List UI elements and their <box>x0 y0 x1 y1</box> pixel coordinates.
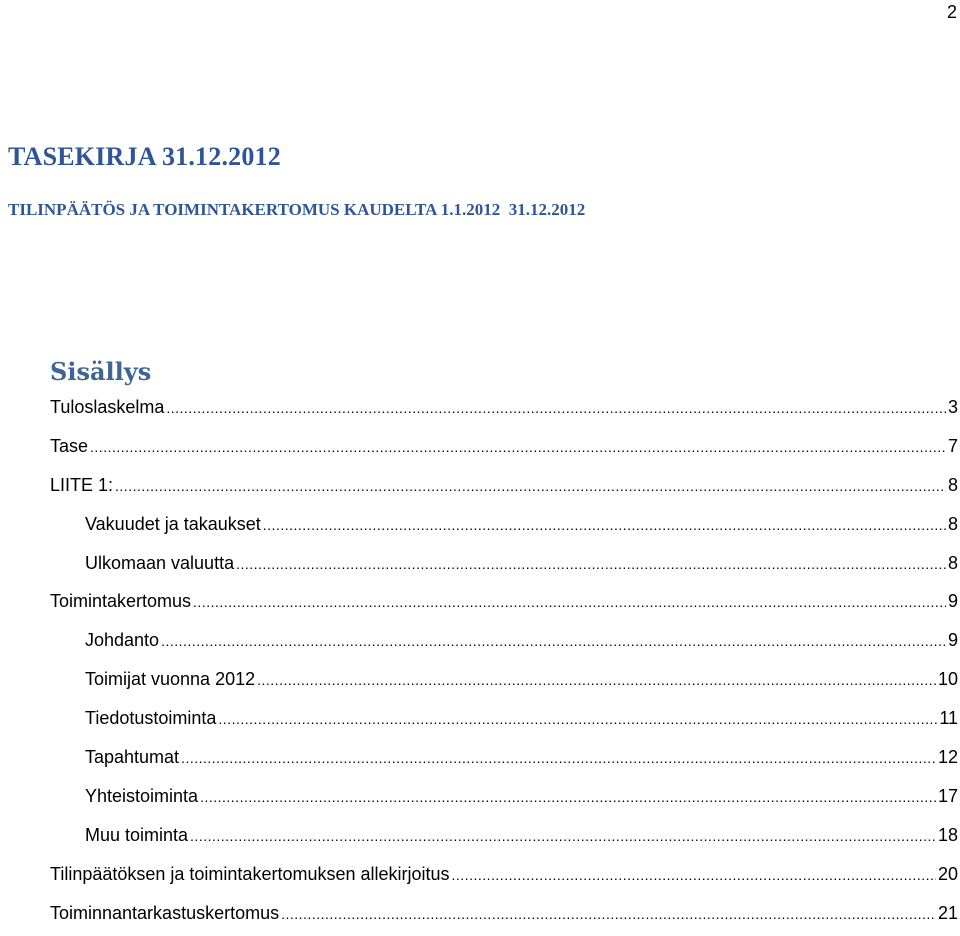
toc-dot-leader <box>263 510 946 540</box>
toc-entry-label: Tuloslaskelma <box>50 397 165 417</box>
toc-entry-label: Yhteistoiminta <box>85 785 199 806</box>
toc-dot-leader <box>281 899 936 929</box>
toc-entry-label: Tiedotustoiminta <box>85 708 217 729</box>
toc-entry-page: 7 <box>947 435 958 456</box>
toc-entry-label: Toiminnantarkastuskertomus <box>50 902 280 923</box>
toc-dot-leader <box>193 587 946 617</box>
toc-heading: Sisällys <box>50 357 152 386</box>
toc-entry-page: 21 <box>937 902 958 923</box>
toc-entry-page: 17 <box>937 785 958 806</box>
toc-entry-page: 9 <box>947 630 958 651</box>
toc-entry-page: 3 <box>947 397 958 417</box>
toc-entry-label: Toimintakertomus <box>50 591 192 612</box>
toc-entry-vakuudet-ja-takaukset[interactable] <box>50 509 958 548</box>
toc-dot-leader <box>236 549 946 579</box>
toc-entry-label: Vakuudet ja takaukset <box>85 513 261 534</box>
toc-entry-label: Muu toiminta <box>85 824 189 845</box>
toc-entry-toimintakertomus[interactable] <box>50 586 958 625</box>
toc-dot-leader <box>181 743 936 773</box>
toc-entry-muu-toiminta[interactable] <box>50 820 958 859</box>
toc-entry-page: 8 <box>947 513 958 534</box>
toc-dot-leader <box>190 821 936 851</box>
toc-entry-label: Johdanto <box>85 630 160 651</box>
toc-entry-tase[interactable] <box>50 431 958 470</box>
toc-entry-page: 20 <box>937 863 958 884</box>
toc-entry-page: 12 <box>937 747 958 768</box>
toc-entry-label: Toimijat vuonna 2012 <box>85 669 256 690</box>
toc-entry-ulkomaan-valuutta[interactable] <box>50 548 958 587</box>
toc-dot-leader <box>218 704 937 734</box>
toc-dot-leader <box>166 393 946 423</box>
toc-entry-toiminnantarkastuskertomus[interactable] <box>50 898 958 936</box>
toc-entry-label: Tase <box>50 435 89 456</box>
toc-entry-yhteistoiminta[interactable] <box>50 781 958 820</box>
toc-entry-label: Tilinpäätöksen ja toimintakertomuksen allekirjoitus <box>50 863 450 884</box>
toc-dot-leader <box>257 665 936 695</box>
document-title: TASEKIRJA 31.12.2012 <box>8 142 281 171</box>
toc-entry-tapahtumat[interactable] <box>50 742 958 781</box>
toc-entry-liite-1[interactable] <box>50 470 958 509</box>
toc-entry-page: 8 <box>947 552 958 573</box>
page-number: 2 <box>946 2 957 22</box>
toc-entry-label: LIITE 1: <box>50 474 114 495</box>
document-subtitle: TILINPÄÄTÖS JA TOIMINTAKERTOMUS KAUDELTA 1.1.2012 31.12.2012 <box>8 200 586 219</box>
toc-entry-page: 8 <box>947 474 958 495</box>
toc-entry-allekirjoitus[interactable] <box>50 859 958 898</box>
toc-dot-leader <box>200 782 936 812</box>
toc-entry-page: 18 <box>937 824 958 845</box>
toc-entry-toimijat-vuonna-2012[interactable] <box>50 664 958 703</box>
toc-entry-tiedotustoiminta[interactable] <box>50 703 958 742</box>
toc-entry-page: 9 <box>947 591 958 612</box>
toc-entry-page: 11 <box>939 708 958 729</box>
toc-entry-page: 10 <box>937 669 958 690</box>
toc-dot-leader <box>161 626 946 656</box>
toc-entry-label: Ulkomaan valuutta <box>85 552 235 573</box>
toc-entry-tuloslaskelma[interactable] <box>50 392 958 431</box>
toc-dot-leader <box>90 432 946 462</box>
toc-dot-leader <box>452 860 936 890</box>
toc-entry-johdanto[interactable] <box>50 625 958 664</box>
table-of-contents <box>50 392 958 936</box>
toc-dot-leader <box>115 471 946 501</box>
toc-entry-label: Tapahtumat <box>85 747 180 768</box>
